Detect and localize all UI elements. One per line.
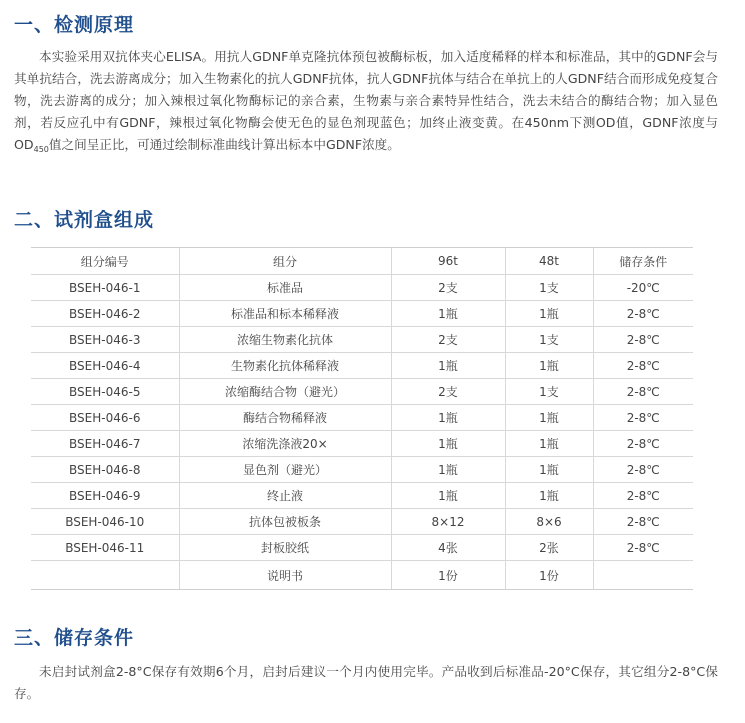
- cell-storage: 2-8℃: [593, 535, 693, 561]
- table-row: [31, 275, 693, 301]
- cell-component-id: BSEH-046-7: [31, 431, 179, 457]
- principle-paragraph: [14, 46, 718, 156]
- table-row: [31, 509, 693, 535]
- cell-component-id: BSEH-046-11: [31, 535, 179, 561]
- cell-component: 封板胶纸: [179, 535, 391, 561]
- cell-component: 浓缩洗涤液20×: [179, 431, 391, 457]
- cell-96t: 4张: [391, 535, 505, 561]
- cell-component: 标准品和标本稀释液: [179, 301, 391, 327]
- table-row: [31, 535, 693, 561]
- cell-component: 生物素化抗体稀释液: [179, 353, 391, 379]
- cell-component: 抗体包被板条: [179, 509, 391, 535]
- cell-storage: 2-8℃: [593, 353, 693, 379]
- cell-component-id: BSEH-046-6: [31, 405, 179, 431]
- cell-component-id: BSEH-046-1: [31, 275, 179, 301]
- cell-96t: 8×12: [391, 509, 505, 535]
- section-title-components: 二、试剂盒组成: [14, 209, 155, 231]
- cell-storage: 2-8℃: [593, 509, 693, 535]
- cell-48t: 8×6: [505, 509, 593, 535]
- cell-storage: 2-8℃: [593, 431, 693, 457]
- table-row: [31, 405, 693, 431]
- header-component: 组分: [179, 248, 391, 275]
- table-row: [31, 379, 693, 405]
- cell-component: 酶结合物稀释液: [179, 405, 391, 431]
- header-48t: 48t: [505, 248, 593, 275]
- cell-48t: 1支: [505, 275, 593, 301]
- cell-96t: 1瓶: [391, 431, 505, 457]
- cell-48t: 1瓶: [505, 457, 593, 483]
- table-row: [31, 561, 693, 590]
- cell-48t: 1份: [505, 561, 593, 590]
- cell-storage: 2-8℃: [593, 405, 693, 431]
- cell-component: 说明书: [179, 561, 391, 590]
- cell-component: 浓缩酶结合物（避光）: [179, 379, 391, 405]
- cell-96t: 1瓶: [391, 457, 505, 483]
- cell-96t: 2支: [391, 327, 505, 353]
- cell-component: 标准品: [179, 275, 391, 301]
- cell-48t: 1瓶: [505, 301, 593, 327]
- cell-component-id: BSEH-046-5: [31, 379, 179, 405]
- header-96t: 96t: [391, 248, 505, 275]
- cell-storage: [593, 561, 693, 590]
- storage-paragraph: 未启封试剂盒2-8°C保存有效期6个月，启封后建议一个月内使用完毕。产品收到后标准品-20°C保存，其它组分2-8°C保存。: [14, 664, 718, 701]
- cell-96t: 1份: [391, 561, 505, 590]
- table-row: [31, 457, 693, 483]
- principle-text-subscript: 450: [33, 145, 49, 154]
- table-row: [31, 483, 693, 509]
- cell-storage: 2-8℃: [593, 379, 693, 405]
- table-row: [31, 431, 693, 457]
- cell-storage: 2-8℃: [593, 483, 693, 509]
- cell-96t: 1瓶: [391, 405, 505, 431]
- cell-storage: 2-8℃: [593, 457, 693, 483]
- cell-component: 浓缩生物素化抗体: [179, 327, 391, 353]
- cell-96t: 2支: [391, 275, 505, 301]
- table-row: [31, 353, 693, 379]
- cell-48t: 1支: [505, 327, 593, 353]
- cell-component-id: BSEH-046-8: [31, 457, 179, 483]
- cell-component: 显色剂（避光）: [179, 457, 391, 483]
- cell-component-id: BSEH-046-9: [31, 483, 179, 509]
- cell-48t: 1瓶: [505, 405, 593, 431]
- header-component-id: 组分编号: [31, 248, 179, 275]
- principle-text-part1: 本实验采用双抗体夹心ELISA。用抗人GDNF单克隆抗体预包被酶标板，加入适度稀释的样本和标准品，其中的GDNF会与其单抗结合，洗去游离成分；加入生物素化的抗人GDNF抗体，抗人GDNF抗体与结合在单抗上的人GDNF结合而形成免疫复合物，洗去游离的成分；加入辣根过氧化物酶标记的亲合素，生物素与亲合素特异性结合，洗去未结合的酶结合物；加入显色剂，若反应孔中有GDNF，辣根过氧化物酶会使无色的显色剂现蓝色；加终止液变黄。在450nm下测OD值，GDNF浓度与OD: [14, 49, 718, 152]
- cell-component-id: [31, 561, 179, 590]
- table-row: [31, 327, 693, 353]
- header-storage: 储存条件: [593, 248, 693, 275]
- cell-48t: 2张: [505, 535, 593, 561]
- cell-96t: 1瓶: [391, 353, 505, 379]
- section-title-principle: 一、检测原理: [14, 14, 135, 36]
- cell-96t: 1瓶: [391, 483, 505, 509]
- table-row: [31, 301, 693, 327]
- cell-48t: 1瓶: [505, 431, 593, 457]
- cell-96t: 2支: [391, 379, 505, 405]
- cell-component-id: BSEH-046-10: [31, 509, 179, 535]
- cell-storage: 2-8℃: [593, 327, 693, 353]
- cell-48t: 1瓶: [505, 483, 593, 509]
- cell-48t: 1支: [505, 379, 593, 405]
- cell-96t: 1瓶: [391, 301, 505, 327]
- principle-text-part2: 值之间呈正比，可通过绘制标准曲线计算出标本中GDNF浓度。: [48, 137, 400, 152]
- cell-48t: 1瓶: [505, 353, 593, 379]
- cell-component-id: BSEH-046-2: [31, 301, 179, 327]
- cell-component-id: BSEH-046-4: [31, 353, 179, 379]
- cell-component-id: BSEH-046-3: [31, 327, 179, 353]
- cell-storage: -20℃: [593, 275, 693, 301]
- table-header-row: [31, 248, 693, 275]
- cell-storage: 2-8℃: [593, 301, 693, 327]
- cell-component: 终止液: [179, 483, 391, 509]
- components-table: [31, 247, 693, 590]
- section-title-storage: 三、储存条件: [14, 627, 135, 649]
